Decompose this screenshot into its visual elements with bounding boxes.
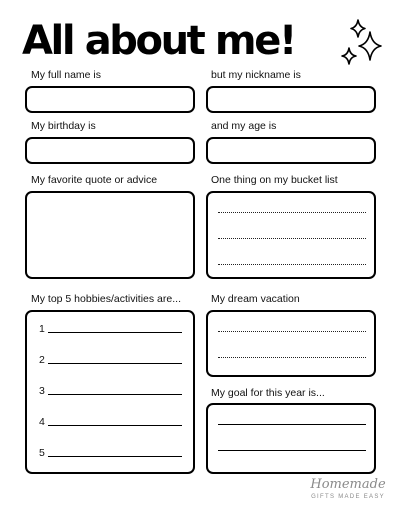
writing-line — [48, 363, 182, 364]
page-title: All about me! — [22, 18, 295, 64]
label-nickname: but my nickname is — [211, 69, 301, 81]
brand-logo — [306, 477, 390, 507]
hobby-number: 3 — [39, 385, 45, 397]
label-goal: My goal for this year is... — [211, 387, 325, 399]
writing-line — [218, 424, 366, 425]
bucket-list-field[interactable] — [206, 191, 376, 279]
writing-line — [218, 331, 366, 332]
hobby-number: 2 — [39, 354, 45, 366]
label-age: and my age is — [211, 120, 277, 132]
age-field[interactable] — [206, 137, 376, 164]
label-quote: My favorite quote or advice — [31, 174, 158, 186]
writing-line — [218, 450, 366, 451]
hobby-number: 5 — [39, 447, 45, 459]
nickname-field[interactable] — [206, 86, 376, 113]
hobby-number: 1 — [39, 323, 45, 335]
full-name-field[interactable] — [25, 86, 195, 113]
writing-line — [218, 238, 366, 239]
writing-line — [218, 357, 366, 358]
hobbies-field[interactable] — [25, 310, 195, 474]
brand-name: Homemade — [310, 477, 386, 492]
dream-vacation-field[interactable] — [206, 310, 376, 377]
hobby-number: 4 — [39, 416, 45, 428]
sparkles-icon — [340, 18, 384, 68]
writing-line — [218, 212, 366, 213]
brand-tagline: GIFTS MADE EASY — [311, 494, 385, 500]
label-birthday: My birthday is — [31, 120, 96, 132]
birthday-field[interactable] — [25, 137, 195, 164]
writing-line — [218, 264, 366, 265]
quote-field[interactable] — [25, 191, 195, 279]
label-hobbies: My top 5 hobbies/activities are... — [31, 293, 181, 305]
writing-line — [48, 425, 182, 426]
writing-line — [48, 394, 182, 395]
label-dream-vacation: My dream vacation — [211, 293, 300, 305]
label-full-name: My full name is — [31, 69, 102, 81]
writing-line — [48, 332, 182, 333]
writing-line — [48, 456, 182, 457]
goal-field[interactable] — [206, 403, 376, 474]
label-bucket-list: One thing on my bucket list — [211, 174, 338, 186]
